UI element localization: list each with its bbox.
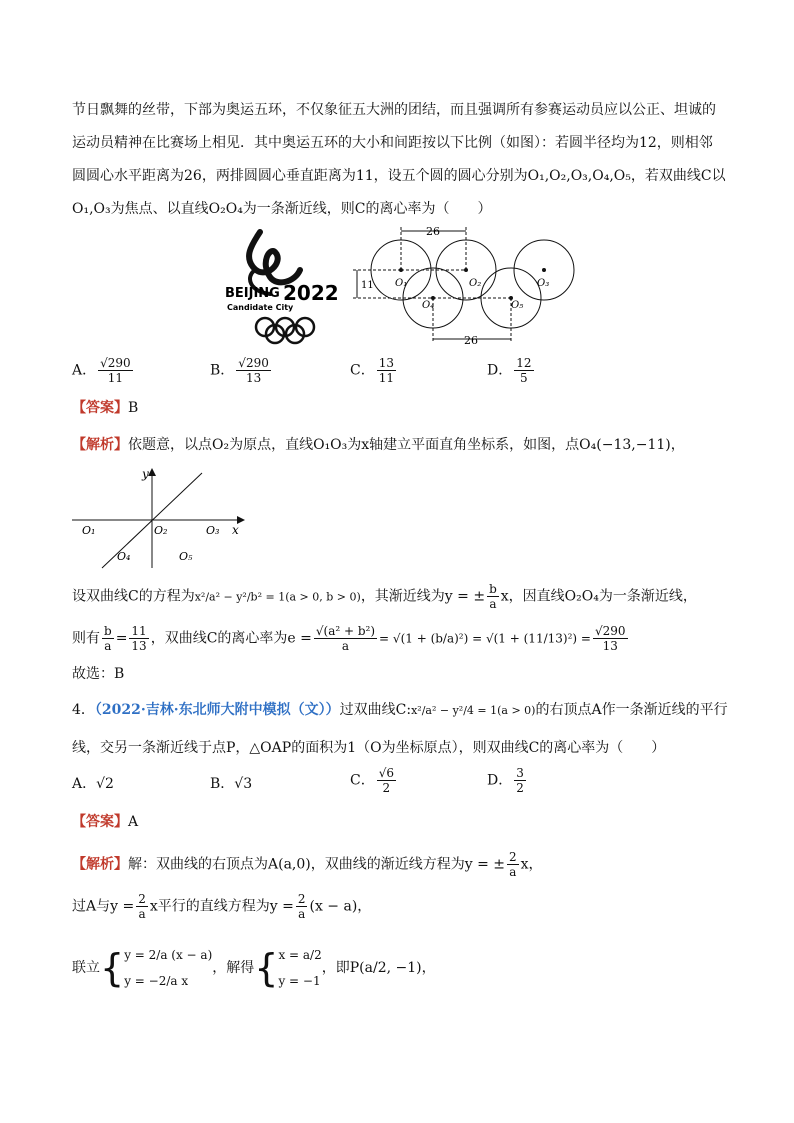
q4-a2-d2: a: [298, 907, 306, 921]
system-1-row-2: y = −2/a x: [124, 974, 189, 988]
q4-a2-post: (x − a)，: [309, 898, 372, 915]
q4-line-1: [72, 700, 728, 721]
q3-option-b-label: B．: [210, 362, 235, 379]
q3-l3-eq: =: [115, 630, 128, 647]
intro-line-1: 节日飘舞的丝带，下部为奥运五环，不仅象征五大洲的团结，而且强调所有参赛运动员应以公正、坦诚的: [72, 102, 716, 118]
q4-a1-d: a: [509, 865, 517, 879]
system-1-row-1: y = 2/a (x − a): [124, 948, 213, 962]
q4-equation: x²/a² − y²/4 = 1(a > 0): [411, 704, 536, 717]
dim-left-label: 11: [361, 280, 374, 291]
logo-year-text: 2022: [283, 281, 339, 305]
q3-option-a: [72, 356, 135, 385]
system-brace-2: {: [254, 946, 279, 990]
q3-l2-pre: 设双曲线C的方程为: [72, 588, 195, 605]
q4-option-b-value: √3: [234, 776, 253, 792]
label-o2: O₂: [469, 278, 482, 289]
q3-answer-tag: 【答案】: [72, 400, 128, 416]
q4-option-a: [72, 773, 114, 793]
fig2-o1: O₁: [82, 524, 96, 537]
q3-analysis-line-3: [72, 624, 630, 653]
q4-option-a-value: √2: [96, 776, 114, 792]
q4-text-pre: 过双曲线C:: [339, 702, 412, 718]
q3-l3-n: b: [104, 624, 112, 638]
q3-option-d-label: D．: [487, 362, 513, 379]
q3-option-c-label: C．: [350, 362, 375, 379]
q3-option-b: [210, 356, 273, 385]
q3-l2-frac-d: a: [489, 597, 497, 611]
q3-l3-e1d: a: [341, 639, 350, 653]
q4-option-c-label: C．: [350, 772, 375, 789]
fig2-o2: O₂: [154, 524, 168, 537]
label-o4: O₄: [422, 300, 435, 311]
q4-answer-value: A: [128, 814, 139, 830]
q4-option-c: [350, 766, 398, 795]
q4-option-b: [210, 773, 252, 793]
q3-analysis-text: 依题意，以点O₂为原点，直线O₁O₃为x轴建立平面直角坐标系，如图，点O₄(−13,−11)，: [128, 437, 685, 453]
figure-olympic-rings: [215, 222, 580, 352]
system-1: [124, 942, 212, 994]
q4-a1-n: 2: [509, 850, 517, 864]
q3-d-den: 5: [520, 371, 528, 385]
q4-a3-pre: 联立: [72, 960, 100, 976]
dim-bottom-label: 26: [464, 334, 478, 347]
system-2: [278, 942, 321, 994]
q3-b-num: √290: [238, 356, 269, 370]
q3-l3-mid: ，双曲线C的离心率为e =: [150, 630, 312, 647]
q3-analysis-line-2: [72, 582, 697, 611]
q3-c-den: 11: [378, 371, 394, 385]
q3-l3-d: a: [104, 639, 112, 653]
q3-a-den: 11: [107, 371, 124, 385]
q4-c-den: 2: [382, 781, 391, 795]
q4-line-2: 线，交另一条渐近线于点P，△OAP的面积为1（O为坐标原点），则双曲线C的离心率为（ ）: [72, 740, 666, 756]
q4-analysis-line-1: [72, 850, 543, 879]
q4-a1-pre: 解：双曲线的右顶点为A(a,0)，双曲线的渐近线方程为y = ±: [128, 856, 506, 873]
label-o3: O₃: [537, 278, 550, 289]
q4-d-num: 3: [516, 766, 524, 780]
q4-a3-mid: ，解得: [212, 960, 255, 976]
q4-option-a-label: A．: [72, 776, 97, 792]
q3-c-num: 13: [378, 356, 394, 370]
q3-b-den: 13: [245, 371, 262, 385]
q3-d-num: 12: [516, 356, 532, 370]
q3-option-c: [350, 356, 398, 385]
fig2-o5: O₅: [179, 550, 193, 563]
q4-number: 4．: [72, 702, 95, 718]
axis-y-label: y: [142, 468, 149, 481]
q3-option-d: [487, 356, 536, 385]
q4-a2-n: 2: [138, 892, 146, 906]
q4-option-d: [487, 766, 528, 795]
q3-answer-value: B: [128, 400, 139, 416]
system-2-row-2: y = −1: [278, 974, 321, 988]
q4-option-d-label: D．: [487, 772, 513, 789]
q3-l3-pre: 则有: [72, 630, 100, 647]
beijing-logo-image: [225, 232, 339, 343]
q4-a2-n2: 2: [297, 892, 306, 906]
q3-l3-d2: 13: [131, 639, 147, 653]
q3-analysis-tag: 【解析】: [72, 437, 128, 453]
q3-l3-e3d: 13: [602, 639, 618, 653]
q4-a2-pre: 过A与y =: [72, 898, 135, 915]
q4-analysis-line-2: [72, 892, 371, 921]
intro-line-3: 圆圆心水平距离为26，两排圆圆心垂直距离为11，设五个圆的圆心分别为O₁,O₂,O₃,O₄,O₅，若双曲线C以: [72, 168, 726, 184]
q3-l3-e3n: √290: [594, 624, 626, 638]
dim-top-label: 26: [426, 225, 440, 238]
q4-source: （2022·吉林·东北师大附中模拟（文））: [94, 702, 340, 718]
q4-text-post: 的右顶点A作一条渐近线的平行: [535, 702, 728, 718]
q3-analysis-line-1: [72, 435, 685, 455]
q4-a2-d: a: [138, 907, 146, 921]
q4-analysis-tag: 【解析】: [72, 856, 128, 873]
q3-l3-e2: = √(1 + (b/a)²) = √(1 + (11/13)²) =: [379, 631, 591, 646]
q4-answer: [72, 812, 138, 832]
q4-a2-mid: x平行的直线方程为y =: [149, 898, 294, 915]
figure-coordinate-axes: [72, 468, 247, 573]
q4-option-b-label: B．: [210, 776, 235, 792]
fig2-o3: O₃: [206, 524, 220, 537]
logo-sub-text: Candidate City: [227, 303, 294, 312]
q4-c-num: √6: [378, 766, 394, 780]
intro-line-4: O₁,O₃为焦点、以直线O₂O₄为一条渐近线，则C的离心率为（ ）: [72, 201, 492, 217]
q4-a1-post: x，: [520, 856, 543, 873]
q3-l3-e1n: √(a² + b²): [315, 624, 376, 638]
q4-d-den: 2: [516, 781, 524, 795]
axis-x-label: x: [232, 523, 239, 537]
q4-answer-tag: 【答案】: [72, 814, 128, 830]
intro-line-2: 运动员精神在比赛场上相见．其中奥运五环的大小和间距按以下比例（如图）：若圆半径均为12，则相邻: [72, 135, 713, 151]
fig2-o4: O₄: [117, 550, 131, 563]
system-brace-1: {: [100, 946, 125, 990]
q3-answer: [72, 398, 138, 418]
q4-analysis-line-3: [72, 942, 436, 994]
q3-l2-eq: x²/a² − y²/b² = 1(a > 0, b > 0): [194, 590, 361, 604]
q3-l2-frac-n: b: [489, 582, 497, 596]
q4-a3-post: ，即P(a/2, −1)，: [321, 960, 436, 976]
label-o5: O₅: [511, 300, 524, 311]
system-2-row-1: x = a/2: [278, 948, 322, 962]
q3-l3-n2: 11: [131, 624, 147, 638]
q3-analysis-line-4: 故选：B: [72, 666, 125, 682]
q3-l2-post: x，因直线O₂O₄为一条渐近线，: [500, 588, 697, 605]
q3-l2-mid: ，其渐近线为y = ±: [360, 588, 486, 605]
q3-a-num: √290: [100, 356, 131, 370]
label-o1: O₁: [395, 278, 408, 289]
logo-city-text: BEIJING: [225, 286, 280, 301]
q3-option-a-label: A．: [72, 362, 97, 379]
